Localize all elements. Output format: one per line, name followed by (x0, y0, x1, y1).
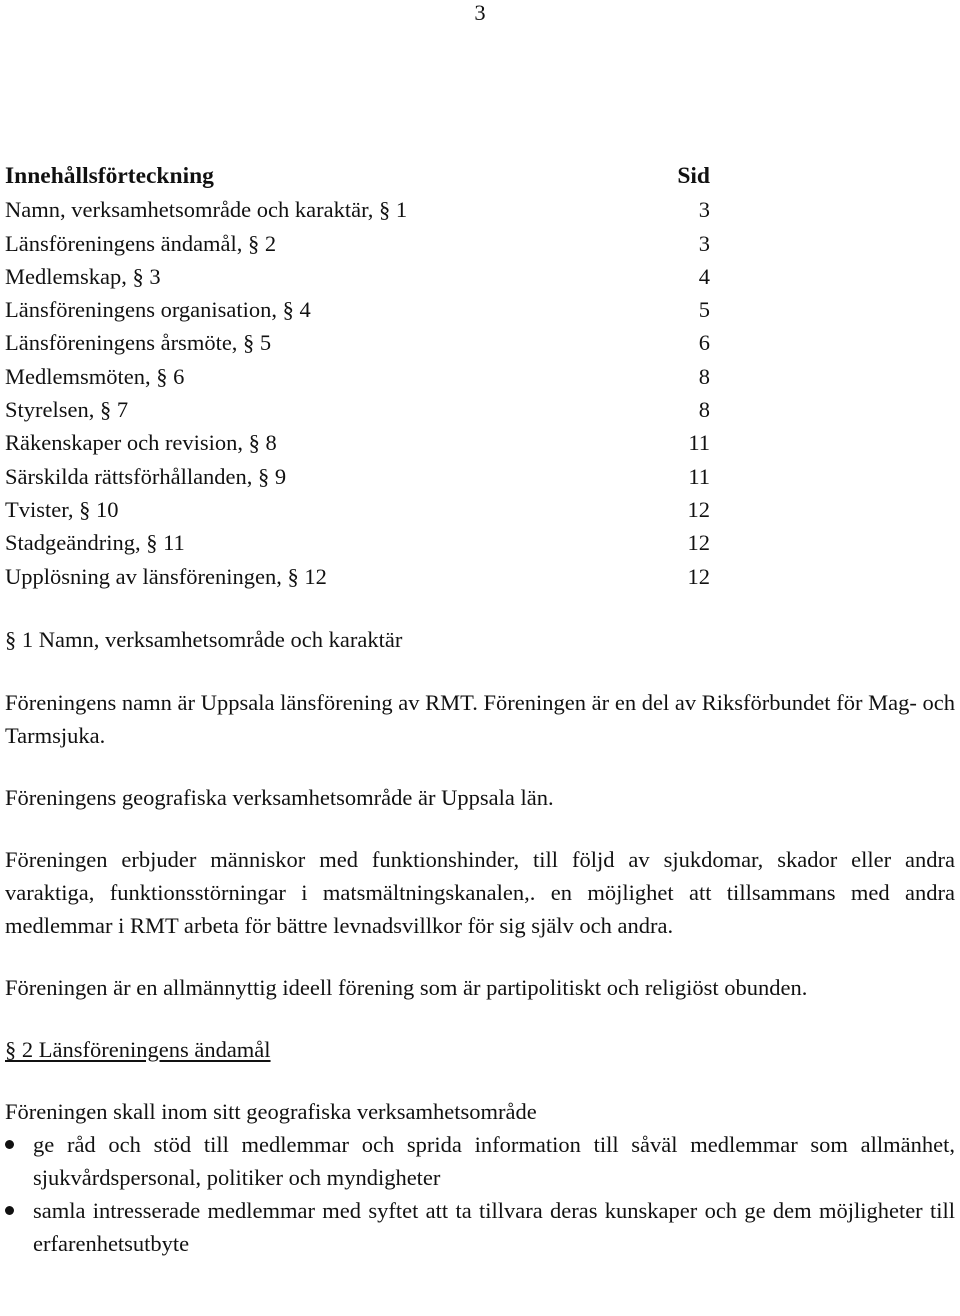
toc-heading: Innehållsförteckning (5, 163, 214, 189)
toc-entry-page: 8 (698, 397, 710, 423)
toc-entry (5, 426, 710, 459)
toc-entry-page: 5 (698, 297, 710, 323)
section-1-paragraph: Föreningens namn är Uppsala länsförening av RMT. Föreningen är en del av Riksförbundet för Mag- och Tarmsjuka. (5, 690, 955, 748)
toc-entry-page: 11 (688, 430, 710, 456)
section-2-intro: Föreningen skall inom sitt geografiska verksamhetsområde (5, 1099, 537, 1124)
toc-entry-page: 12 (687, 530, 710, 556)
toc-entry (5, 560, 710, 593)
toc-entry-page: 3 (698, 197, 710, 223)
section-2-heading: § 2 Länsföreningens ändamål (5, 1037, 271, 1062)
toc-entry-title: Namn, verksamhetsområde och karaktär, § 1 (5, 197, 408, 223)
table-of-contents (5, 160, 710, 593)
section-1-paragraph: Föreningen erbjuder människor med funktionshinder, till följd av sjukdomar, skador eller andra varaktiga, funktionsstörningar i matsmältningskanalen,. en möjlighet att tillsammans med andra medlemmar i RMT arbeta för bättre levnadsvillkor för sig själv och andra. (5, 847, 955, 938)
toc-entry-page: 8 (698, 363, 710, 389)
toc-entry-title: Medlemsmöten, § 6 (5, 363, 185, 389)
toc-entry (5, 526, 710, 559)
toc-entry-title: Tvister, § 10 (5, 496, 119, 522)
list-item (5, 1194, 955, 1260)
toc-entry (5, 293, 710, 326)
toc-entry (5, 193, 710, 226)
section-1-paragraph: Föreningen är en allmännyttig ideell förening som är partipolitiskt och religiöst obunden. (5, 975, 808, 1000)
toc-entry-title: Räkenskaper och revision, § 8 (5, 430, 277, 456)
toc-entry (5, 326, 710, 359)
toc-entry-page: 11 (688, 463, 710, 489)
toc-entry-title: Stadgeändring, § 11 (5, 530, 185, 556)
toc-entry (5, 493, 710, 526)
toc-entry (5, 360, 710, 393)
toc-entry-page: 4 (698, 263, 710, 289)
toc-entry (5, 460, 710, 493)
toc-header (5, 160, 710, 193)
toc-entry (5, 393, 710, 426)
toc-entry-title: Styrelsen, § 7 (5, 397, 129, 423)
list-item-text: samla intresserade medlemmar med syftet att ta tillvara deras kunskaper och ge dem möjligheter till erfarenhetsutbyte (33, 1198, 955, 1256)
toc-entry-page: 3 (698, 230, 710, 256)
toc-entry-page: 12 (687, 496, 710, 522)
section-1-paragraph: Föreningens geografiska verksamhetsområde är Uppsala län. (5, 785, 554, 810)
document-body (5, 622, 955, 1260)
toc-entry-page: 12 (687, 563, 710, 589)
section-2-bullet-list (5, 1128, 955, 1260)
list-item-text: ge råd och stöd till medlemmar och sprida information till såväl medlemmar som allmänhet, sjukvårdspersonal, politiker och myndigheter (33, 1132, 955, 1190)
toc-entry-title: Upplösning av länsföreningen, § 12 (5, 563, 327, 589)
toc-entry-title: Medlemskap, § 3 (5, 263, 161, 289)
toc-page-heading: Sid (677, 163, 710, 189)
toc-entry-title: Särskilda rättsförhållanden, § 9 (5, 463, 287, 489)
toc-entry-title: Länsföreningens årsmöte, § 5 (5, 330, 272, 356)
bullet-icon (5, 1140, 14, 1149)
toc-entry-title: Länsföreningens ändamål, § 2 (5, 230, 277, 256)
toc-entry-page: 6 (698, 330, 710, 356)
list-item (5, 1128, 955, 1194)
toc-entry (5, 227, 710, 260)
page-number: 3 (474, 0, 486, 25)
bullet-icon (5, 1206, 14, 1215)
toc-entry-title: Länsföreningens organisation, § 4 (5, 297, 311, 323)
section-1-heading: § 1 Namn, verksamhetsområde och karaktär (5, 627, 403, 652)
toc-entry (5, 260, 710, 293)
